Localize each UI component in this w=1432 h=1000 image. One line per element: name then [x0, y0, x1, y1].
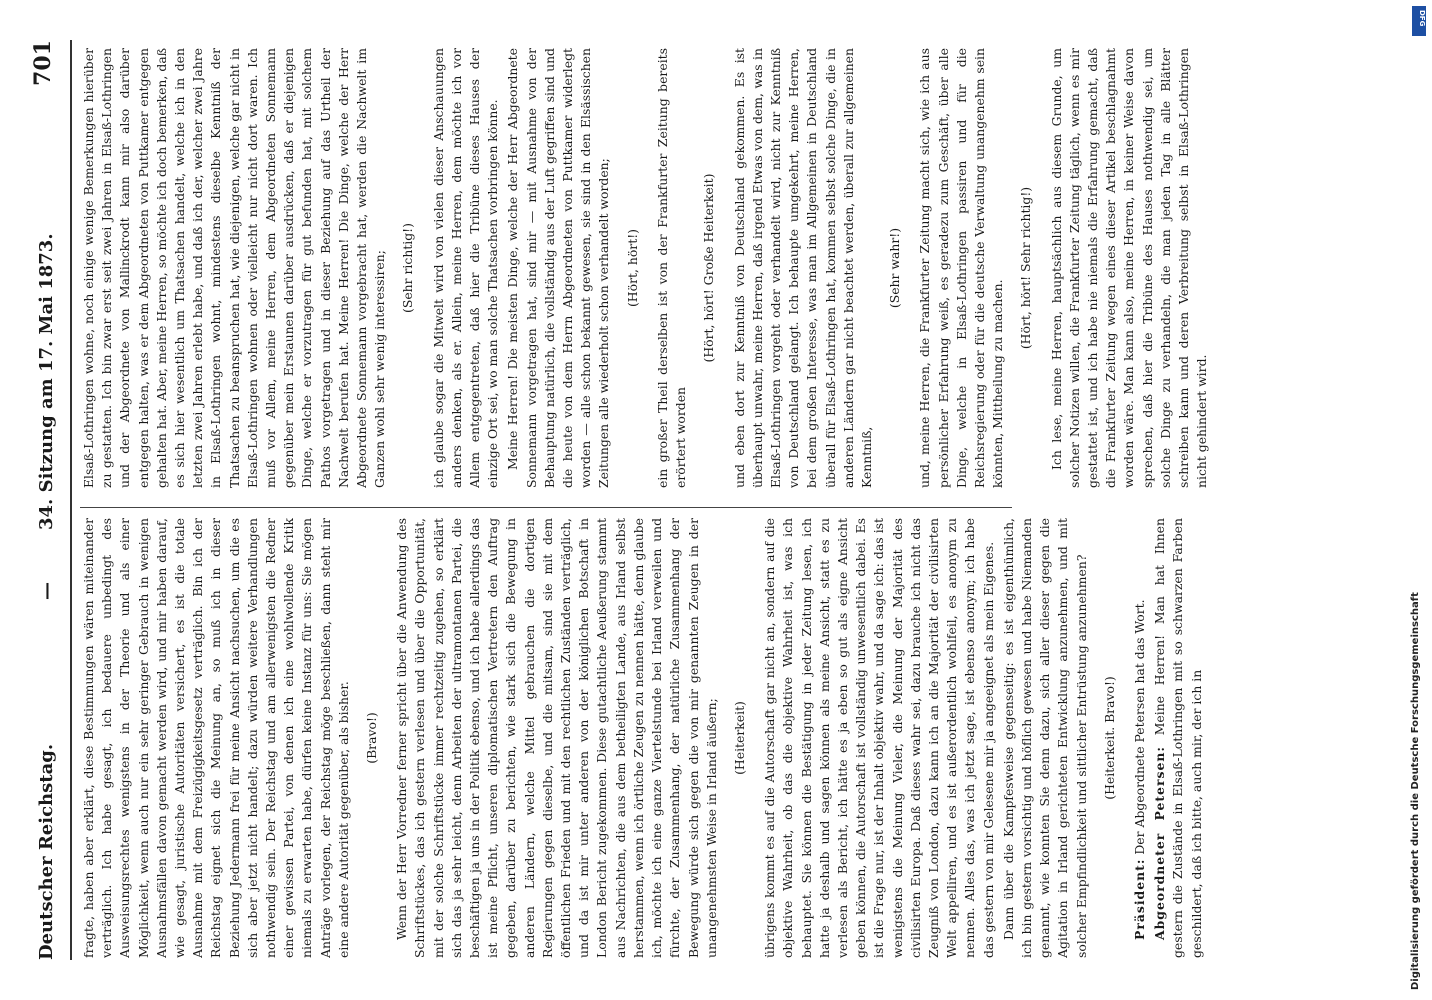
paragraph: ich glaube sogar die Mitwelt wird von vielen dieser Anschauungen anders denken, als er. Allein, meine Herren, dem möchte ich vor Allem entgegentreten, daß hier die Tribüne dieses Hauses der einzige Ort sei, wo man solche Thatsachen vorbringen könne. — [430, 48, 501, 488]
paragraph: übrigens kommt es auf die Autorschaft gar nicht an, sondern auf die objektive Wahrheit, ob das die objektive Wahrheit ist, was ich behauptet. Sie können die Bestätigung in jeder Zeitung lesen, ich hatte ja deshalb und sagen können als meine Ansicht, statt es zu verlesen als Bericht, ich hätte es ja eben so gut als eigne Ansicht geben können, die Autorschaft ist vollständig unwesentlich dabei. Es ist die Frage nur, ist der Inhalt objektiv wahr, und da sage ich: das ist wenigstens die Meinung Vieler, die Meinung der Majorität des civilisirten Europa. Daß dieses wahr sei, dazu brauche ich nicht das Zeugniß von London, dazu kann ich an die Majorität der civilisirten Welt appelliren, und es ist außerordentlich wohlfeil, es anonym zu nennen. Alles das, was ich jetzt sage, ist ebenso anonym; ich habe das gestern von mir Gelesene mir ja angeeignet als mein Eigenes. — [762, 518, 996, 958]
dfg-logo-icon: DFG — [1412, 6, 1426, 36]
interjection: (Hört, hört! Große Heiterkeit) — [701, 173, 717, 363]
journal-title: Deutscher Reichstag. — [36, 743, 57, 960]
interjection: (Bravo!) — [364, 712, 380, 764]
session-date: 34. Sitzung am 17. Mai 1873. — [36, 233, 57, 530]
right-column — [80, 48, 1422, 488]
paragraph: Dann über die Kampfesweise gegenseitig: es ist eigenthümlich, ich bin gestern vorsichtig und höflich gewesen und habe Niemanden genannt, wie konnten Sie denn dazu, sich aller dieser gegen die Agitation in Irland gerichteten Entwicklung anzunehmen, und mit solcher Empfindlichkeit und sittlicher Entrüstung anzunehmen? — [1000, 518, 1089, 958]
interjection: (Sehr richtig!) — [400, 223, 416, 313]
speaker-text: Meine Herren! Man hat Ihnen gestern die Zustände in Elsaß-Lothringen mit so schwarzen Farben geschildert, daß ich bitte, auch mir, der ich in — [1152, 518, 1204, 958]
speaker-statement — [1151, 518, 1206, 958]
speaker-label: Abgeordneter Petersen: — [1152, 746, 1168, 940]
paragraph: und eben dort zur Kenntniß von Deutschland gekommen. Es ist überhaupt unwahr, meine Herren, daß irgend Etwas von dem, was in Elsaß-Lothringen vorgeht oder verhandelt wird, nicht zur Kenntniß von Deutschland gelangt. Ich behaupte umgekehrt, meine Herren, bei dem großen Interesse, was man im Allgemeinen in Deutschland überall für Elsaß-Lothringen hat, kommen selbst solche Dinge, die in anderen Ländern gar nicht beachtet werden, überall zur allgemeinen Kenntniß, — [731, 48, 874, 488]
interjection: (Hört, hört!) — [624, 228, 640, 308]
president-text: Der Abgeordnete Petersen hat das Wort. — [1131, 599, 1147, 855]
paragraph: Elsaß-Lothringen wohne, noch einige wenige Bemerkungen hierüber zu gestatten. Ich bin zwar erst seit zwei Jahren in Elsaß-Lothringen und der Abgeordnete von Mallinckrodt kann mir also darüber entgegen halten, was er dem Abgeordneten von Puttkamer entgegen gehalten hat. Aber, meine Herren, so möchte ich doch bemerken, daß es sich hier wesentlich um Thatsachen handelt, welche ich in den letzten zwei Jahren erlebt habe, und daß ich der, welcher zwei Jahre in Elsaß-Lothringen wohnt, mindestens dieselbe Kenntniß der Thatsachen zu beanspruchen hat, wie diejenigen, welche gar nicht in Elsaß-Lothringen wohnen oder vielleicht nur nicht dort waren. Ich muß vor Allem, meine Herren, dem Abgeordneten Sonnemann gegenüber mein Erstaunen darüber ausdrücken, daß er diejenigen Dinge, welche er vorzutragen für gut befunden hat, mit solchem Pathos vorgetragen und in dieser Beziehung auf das Urtheil der Nachwelt berufen hat. Meine Herren! Die Dinge, welche der Herr Abgeordnete Sonnemann vorgebracht hat, werden die Nachwelt im Ganzen wohl sehr wenig interessiren; — [81, 48, 388, 488]
dfg-credit: Digitalisierung gefördert durch die Deutsche Forschungsgemeinschaft — [1410, 592, 1421, 990]
president-label: Präsident: — [1131, 858, 1147, 940]
header-rule — [70, 40, 72, 960]
paragraph: Meine Herren! Die meisten Dinge, welche der Herr Abgeordnete Sonnemann vorgetragen hat, sind mir — mit Ausnahme von der Behauptung natürlich, die vollständig aus der Luft gegriffen sind und die heute von dem Herrn Abgeordneten von Puttkamer widerlegt worden — alle schon bekannt gewesen, sie sind in den Elsässischen Zeitungen alle wiederholt schon verhandelt worden; — [505, 48, 612, 488]
interjection: (Heiterkeit. Bravo!) — [1101, 676, 1117, 800]
paragraph: Wenn der Herr Vorredner ferner spricht über die Anwendung des Schriftstückes, das ich gestern verlesen und über die Opportunität, mit der solche Schriftstücke immer rechtzeitig zugehen, so erklärt sich das ja sehr leicht, denn Arbeiten der ultramontanen Partei, die beschäftigen ja uns in der Politik ebenso, und ich habe allerdings das ist meine Pflicht, unseren diplomatischen Vertretern den Auftrag gegeben, darüber zu berichten, wie stark sich die Bewegung in anderen Ländern, welche Mittel gebrauchen die dortigen Regierungen gegen dieselbe, und die mitsam, sind sie mit dem öffentlichen Frieden und mit den rechtlichen Zuständen verträglich, und da ist mir unter anderen von der königlichen Botschaft in London Bericht zugekommen. Diese gutachtliche Aeußerung stammt aus Nachrichten, die aus dem betheiligten Lande, aus Irland selbst herstammen, wenn ich örtliche Zeugen zu nennen hätte, denn glaube ich, möchte ich eine ganze Viertelstunde bei Irland verweilen und fürchte, der Zusammenhang, der natürliche Zusammenhang der Bewegung würde sich gegen die von mir genannten Zeugen in der unangenehmsten Weise in Irland äußern; — [394, 518, 719, 958]
paragraph: fragte, haben aber erklärt, diese Bestimmungen wären miteinander verträglich. Ich habe gesagt, ich bedauere unbedingt des Ausweisungsrechtes wenigstens in der Theorie und als einer Möglichkeit, wenn auch nur ein sehr geringer Gebrauch in wenigen Ausnahmsfällen davon gemacht werden wird, und mir haben darauf, wie gesagt, juristische Autoritäten versichert, es ist die totale Ausnahme mit dem Freizügigkeitsgesetz verträglich. Bin ich der Reichstag eignet sich die Meinung an, so muß ich in dieser Beziehung Jedermann frei für meine Ansicht nachsuchen, um die es sich aber jetzt nicht handelt; dazu würden weitere Verhandlungen nothwendig sein. Der Reichstag und am allerwenigsten die Redner einer gewissen Partei, von denen ich eine wohlwollende Kritik niemals zu erwarten habe, dürfen keine Instanz für uns: Sie mögen Anträge vorlegen, der Reichstag möge beschließen, dann steht mir eine andere Autorität gegenüber, als bisher. — [81, 518, 351, 958]
interjection: (Heiterkeit) — [731, 701, 747, 775]
header-separator: — — [36, 582, 57, 600]
page-header — [30, 40, 66, 960]
column-divider — [80, 507, 1012, 508]
president-statement — [1131, 518, 1149, 958]
paragraph: ein großer Theil derselben ist von der Frankfurter Zeitung bereits erörtert worden — [654, 48, 689, 488]
paragraph: und, meine Herren, die Frankfurter Zeitung macht sich, wie ich aus persönlicher Erfahrung weiß, es geradezu zum Geschäft, über alle Dinge, welche in Elsaß-Lothringen passiren und für die Reichsregierung oder für die deutsche Verwaltung unangenehm sein könnten, Mittheilung zu machen. — [917, 48, 1006, 488]
interjection: (Hört, hört! Sehr richtig!) — [1018, 186, 1034, 350]
interjection: (Sehr wahr!) — [887, 227, 903, 309]
page-number: 701 — [30, 40, 56, 86]
paragraph: Ich lese, meine Herren, hauptsächlich aus diesem Grunde, um solcher Notizen willen, die Frankfurter Zeitung täglich, wenn es mir gestattet ist, und ich habe nie niemals die Erfahrung gemacht, daß die Frankfurter Zeitung wegen eines dieser Artikel beschlagnahmt worden wäre. Man kann also, meine Herren, in keiner Weise davon sprechen, daß hier die Tribüne des Hauses nothwendig sei, um solche Dinge zu verhandeln, die man jeden Tag in alle Blätter schreiben kann und deren Verbreitung selbst in Elsaß-Lothringen nicht gehindert wird. — [1048, 48, 1210, 488]
left-column — [80, 518, 1422, 958]
